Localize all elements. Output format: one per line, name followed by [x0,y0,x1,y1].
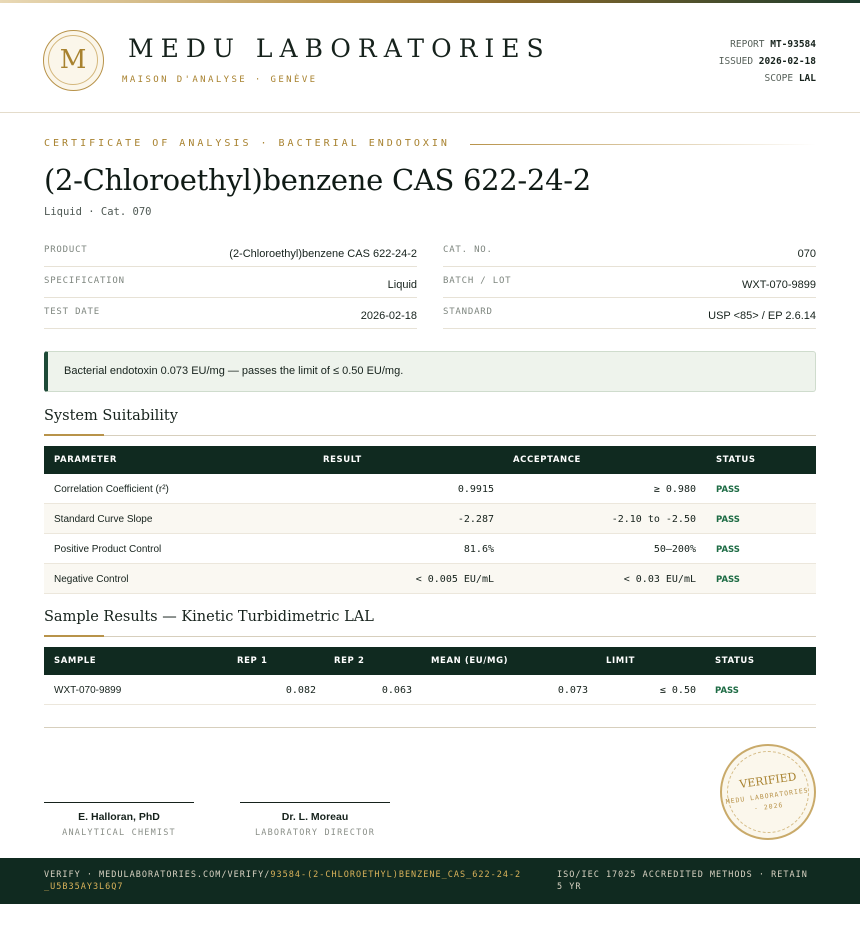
lab-tagline: MAISON D'ANALYSE · GENÈVE [122,75,318,85]
product-title: (2-Chloroethyl)benzene CAS 622-24-2 [44,163,591,197]
parameter-cell: Negative Control [54,574,129,585]
info-label: SPECIFICATION [44,276,125,286]
info-label: BATCH / LOT [443,276,512,286]
section-title: Sample Results — Kinetic Turbidimetric LAL [44,609,374,625]
status-badge: PASS [715,686,739,696]
info-row [44,298,417,329]
column-header: SAMPLE [54,656,97,666]
rep2-cell: 0.063 [381,685,412,696]
report-footer [0,858,860,904]
section-title: System Suitability [44,408,178,424]
table-row [44,675,816,705]
signature-analyst [44,802,194,838]
accreditation-note: ISO/IEC 17025 ACCREDITED METHODS · RETAIN 5 YR [557,870,808,892]
verified-seal [720,744,816,840]
result-cell: 81.6% [463,544,494,555]
table-header [44,446,816,474]
issued-row: ISSUED 2026-02-18 [718,56,816,67]
table-row [44,534,816,564]
column-header: STATUS [715,656,755,666]
info-label: STANDARD [443,307,493,317]
result-cell: -2.287 [457,514,494,525]
column-header: ACCEPTANCE [513,455,581,465]
acceptance-cell: -2.10 to -2.50 [611,514,696,525]
status-badge: PASS [716,515,740,525]
column-header: STATUS [716,455,756,465]
signatory-name: Dr. L. Moreau [281,811,349,823]
table-row [44,504,816,534]
report-number: MT-93584 [770,39,816,50]
info-label: CAT. NO. [443,245,493,255]
mean-cell: 0.073 [557,685,588,696]
seal-caption: MEDU LABORATORIES · 2026 [725,786,810,813]
certificate-eyebrow: CERTIFICATE OF ANALYSIS · BACTERIAL ENDOTOXIN [44,138,450,149]
section-sample-results [44,607,816,637]
section-accent [44,434,104,436]
table-row [44,564,816,594]
acceptance-cell: < 0.03 EU/mL [623,574,696,585]
info-row [44,236,417,267]
column-header: RESULT [323,455,362,465]
rep1-cell: 0.082 [285,685,316,696]
product-subtitle: Liquid · Cat. 070 [44,206,152,218]
info-value: 2026-02-18 [360,310,417,322]
signatory-role: LABORATORY DIRECTOR [254,828,376,838]
issued-date: 2026-02-18 [758,56,816,67]
report-header [0,3,860,113]
status-badge: PASS [716,485,740,495]
column-header: LIMIT [606,656,635,666]
verify-prefix: VERIFY · MEDULABORATORIES.COM/VERIFY/ [44,870,271,880]
scope-value: LAL [798,73,816,84]
info-grid-right [443,236,816,329]
info-value: WXT-070-9899 [742,279,816,291]
signature-divider [44,727,816,728]
column-header: MEAN (EU/MG) [431,656,509,666]
result-cell: 0.9915 [457,484,494,495]
parameter-cell: Positive Product Control [54,544,162,555]
info-row [443,236,816,267]
scope-row: SCOPE LAL [764,73,816,84]
logo-monogram: M [48,35,98,85]
info-value: (2-Chloroethyl)benzene CAS 622-24-2 [229,248,417,260]
verify-link[interactable] [44,869,524,893]
sample-id-cell: WXT-070-9899 [54,685,122,696]
limit-cell: ≤ 0.50 [659,685,696,696]
eyebrow-divider [470,144,816,145]
section-system-suitability [44,406,816,436]
info-value: Liquid [387,279,417,291]
info-label: PRODUCT [44,245,88,255]
table-header [44,647,816,675]
report-meta [719,36,816,87]
sample-results-table [44,647,816,705]
info-row [443,267,816,298]
report-number-row: REPORT MT-93584 [730,39,816,50]
lab-name: MEDU LABORATORIES [128,34,551,63]
parameter-cell: Correlation Coefficient (r²) [54,484,169,495]
info-row [44,267,417,298]
suitability-table [44,446,816,594]
verify-code: 93584-(2-CHLOROETHYL)BENZENE_CAS_622-24-2_U5B35AY3L6Q7 [44,870,522,892]
info-row [443,298,816,329]
result-cell: < 0.005 EU/mL [415,574,494,585]
info-grid-left [44,236,417,329]
signatory-role: ANALYTICAL CHEMIST [62,828,176,838]
status-badge: PASS [716,575,740,585]
section-accent [44,635,104,637]
info-label: TEST DATE [44,307,100,317]
column-header: REP 1 [237,656,268,666]
lab-logo [43,30,104,91]
table-row [44,474,816,504]
acceptance-cell: ≥ 0.980 [653,484,696,495]
acceptance-cell: 50–200% [653,544,696,555]
result-callout [44,351,816,392]
info-value: 070 [797,248,816,260]
signature-director [240,802,390,838]
signatory-name: E. Halloran, PhD [78,811,160,823]
seal-word: VERIFIED [738,770,798,791]
parameter-cell: Standard Curve Slope [54,514,153,525]
column-header: PARAMETER [54,455,117,465]
info-value: USP <85> / EP 2.6.14 [708,310,816,322]
result-callout-text: Bacterial endotoxin 0.073 EU/mg — passes the limit of ≤ 0.50 EU/mg. [64,365,404,377]
status-badge: PASS [716,545,740,555]
column-header: REP 2 [334,656,365,666]
